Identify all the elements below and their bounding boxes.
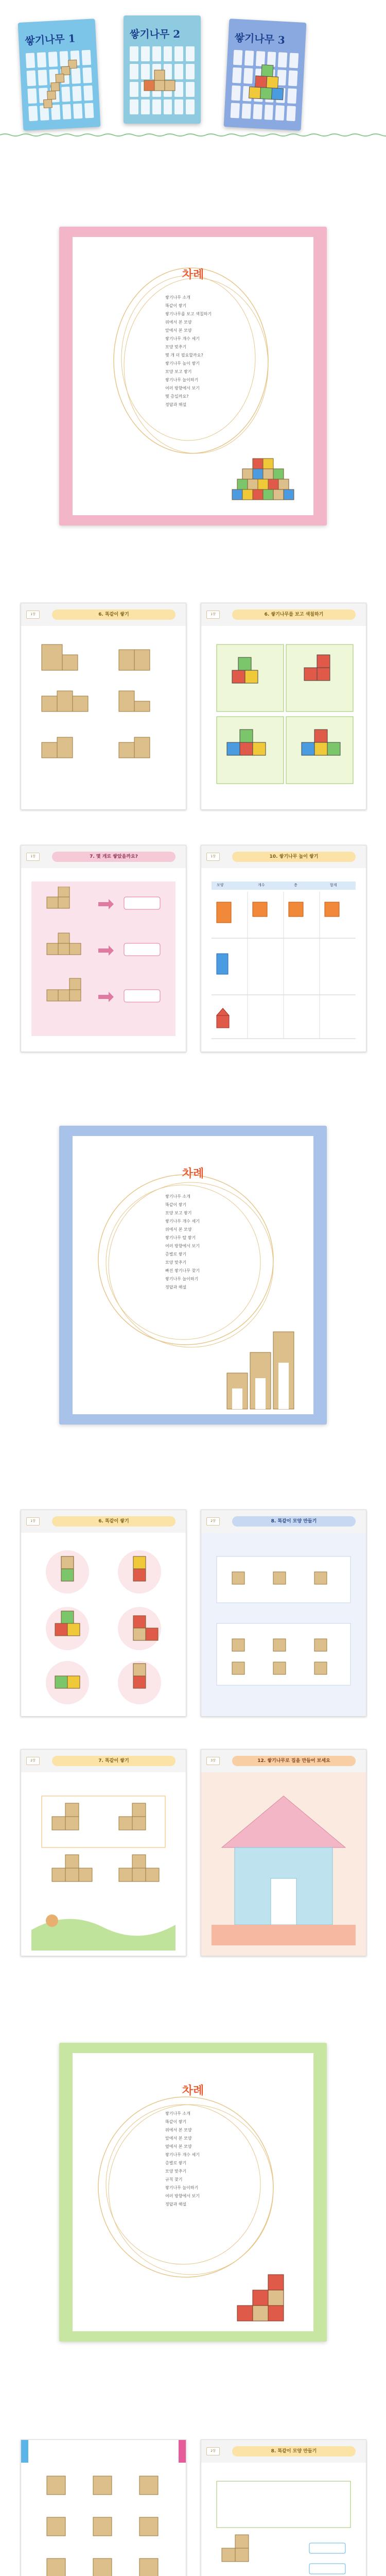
toc-item[interactable]: 똑같이 쌓기 [165,1202,187,1207]
chapter-tag: 2장 [206,1517,220,1526]
toc-list [165,2110,200,2209]
toc-list [165,1193,200,1292]
book-cover-title: 쌓기나무 2 [130,28,181,40]
book1-page-3 [21,845,186,1052]
toc-inner [73,237,313,515]
book2-page-1 [21,1510,186,1717]
cube-snake-icon [27,55,92,120]
toc-item[interactable]: 정답과 해설 [165,402,187,407]
wavy-divider [0,133,386,137]
cube-pyramid-illustration [227,438,304,510]
toc-item[interactable]: 앞에서 본 모양 [165,2136,192,2141]
table-header-row: 모양 개수 층 합계 [212,882,356,890]
match-shape-exercises [212,1546,356,1706]
colored-cube-exercises [212,639,356,799]
cube-circle-exercises [31,1541,176,1711]
toc-item[interactable]: 앞에서 본 모양 [165,328,192,333]
toc-item[interactable]: 쌓기나무 높이 쌓기 [165,361,200,366]
page-header [21,2440,186,2463]
toc-item[interactable]: 여러 방향에서 보기 [165,2194,200,2198]
book1-page-2 [201,603,366,810]
book-cover-2[interactable] [124,15,201,124]
toc-item[interactable]: 쌓기나무를 보고 색칠하기 [165,312,212,316]
count-table [212,882,356,1041]
page-header [201,1510,366,1533]
color-cubes-icon [238,60,297,115]
toc-item[interactable]: 쌓기나무 소개 [165,295,190,300]
book-cover-3[interactable] [224,19,307,131]
book1-page-1 [21,603,186,810]
toc-item[interactable]: 모양 맞추기 [165,345,187,349]
wood-arches-illustration [222,1321,309,1414]
toc-item[interactable]: 옆에서 본 모양 [165,2144,192,2149]
page-heading: 7. 몇 개로 쌓았을까요? [52,852,176,862]
cube-stack-icon [139,65,190,101]
toc-item[interactable]: 쌓기나무 소개 [165,1194,190,1199]
page-heading: 6. 똑같이 쌓기 [52,1516,176,1527]
page-header [21,845,186,868]
toc-item[interactable]: 정답과 해설 [165,1285,187,1290]
book3-toc-page [59,2043,327,2342]
toc-item[interactable]: 쌓기나무 놀이하기 [165,1277,199,1281]
page-header [201,2440,366,2463]
toc-item[interactable]: 몇 층일까요? [165,394,189,399]
page-heading: 10. 쌓기나무 높이 쌓기 [232,852,356,862]
chapter-tag: 3장 [206,1757,220,1765]
chapter-tag: 1장 [206,611,220,619]
toc-item[interactable]: 빠진 쌓기나무 찾기 [165,1268,200,1273]
wood-cube-exercises [31,639,176,799]
wood-grid-exercises [37,2471,170,2576]
toc-item[interactable]: 쌓기나무 소개 [165,2111,190,2116]
toc-item[interactable]: 쌓기나무 개수 세기 [165,336,200,341]
chapter-tag: 1장 [206,853,220,861]
toc-item[interactable]: 층별로 쌓기 [165,1252,187,1257]
page-heading: 6. 쌓기나무를 보고 색칠하기 [232,609,356,620]
book1-toc-page [59,227,327,526]
house-illustration [212,1786,356,1951]
chapter-tag: 2장 [26,1757,40,1765]
toc-item[interactable]: 몇 개 더 필요할까요? [165,353,203,358]
toc-item[interactable]: 모양 맞추기 [165,2169,187,2174]
page-header [201,603,366,626]
book-cover-1[interactable] [18,19,101,131]
corner-accent [21,2440,28,2463]
toc-item[interactable]: 위에서 본 모양 [165,1227,192,1232]
book-cover-title: 쌓기나무 3 [234,31,286,46]
toc-item[interactable]: 쌓기나무 놀이하기 [165,2185,199,2190]
toc-item[interactable]: 여러 방향에서 보기 [165,1244,200,1248]
chapter-tag: 1장 [26,611,40,619]
toc-item[interactable]: 여러 방향에서 보기 [165,386,200,391]
toc-item[interactable]: 쌓기나무 개수 세기 [165,2153,200,2157]
chapter-tag: 1장 [26,853,40,861]
toc-title: 차례 [182,2084,204,2097]
stair-cube-exercises [37,887,170,1036]
toc-inner [73,1136,313,1414]
toc-list [165,294,212,409]
copy-stack-exercises [31,1786,176,1951]
chapter-tag: 1장 [26,1517,40,1526]
toc-item[interactable]: 똑같이 쌓기 [165,303,187,308]
page-heading: 8. 똑같이 모양 만들기 [232,1516,356,1527]
page-header [21,1510,186,1533]
toc-item[interactable]: 모양 보고 쌓기 [165,369,192,374]
page-header [21,1750,186,1772]
book2-page-2 [201,1510,366,1717]
book1-page-4 [201,845,366,1052]
page-header [201,1750,366,1772]
toc-item[interactable]: 위에서 본 모양 [165,320,192,325]
toc-item[interactable]: 모양 맞추기 [165,1260,187,1265]
book2-page-3 [21,1749,186,1956]
page-heading: 7. 똑같이 쌓기 [52,1756,176,1766]
book-cover-title: 쌓기나무 1 [24,32,76,47]
toc-inner [73,2053,313,2331]
toc-item[interactable]: 층별로 쌓기 [165,2161,187,2165]
page-heading: 8. 똑같이 모양 만들기 [232,2446,356,2456]
toc-title: 차례 [182,268,204,281]
book3-page-1 [21,2439,186,2576]
page-header [201,845,366,868]
toc-item[interactable]: 똑같이 쌓기 [165,2120,187,2124]
book3-page-2 [201,2439,366,2576]
corner-accent [179,2440,186,2463]
page-heading: 6. 똑같이 쌓기 [52,609,176,620]
toc-item[interactable]: 쌓기나무 탑 쌓기 [165,1235,196,1240]
toc-item[interactable]: 위에서 본 모양 [165,2128,192,2132]
page-heading: 12. 쌓기나무로 집을 만들어 보세요 [232,1756,356,1766]
count-table-grid [212,892,356,1041]
book2-page-4 [201,1749,366,1956]
toc-item[interactable]: 쌓기나무 놀이하기 [165,378,199,382]
chapter-tag: 2장 [206,2447,220,2455]
toc-item[interactable]: 쌓기나무 개수 세기 [165,1219,200,1224]
page-header [21,603,186,626]
shape-build-exercises [212,2476,356,2576]
red-wood-stack-illustration [227,2259,304,2331]
toc-item[interactable]: 모양 보고 쌓기 [165,1211,192,1215]
toc-item[interactable]: 규칙 찾기 [165,2177,183,2182]
book2-toc-page [59,1126,327,1425]
toc-title: 차례 [182,1167,204,1180]
toc-item[interactable]: 정답과 해설 [165,2202,187,2207]
